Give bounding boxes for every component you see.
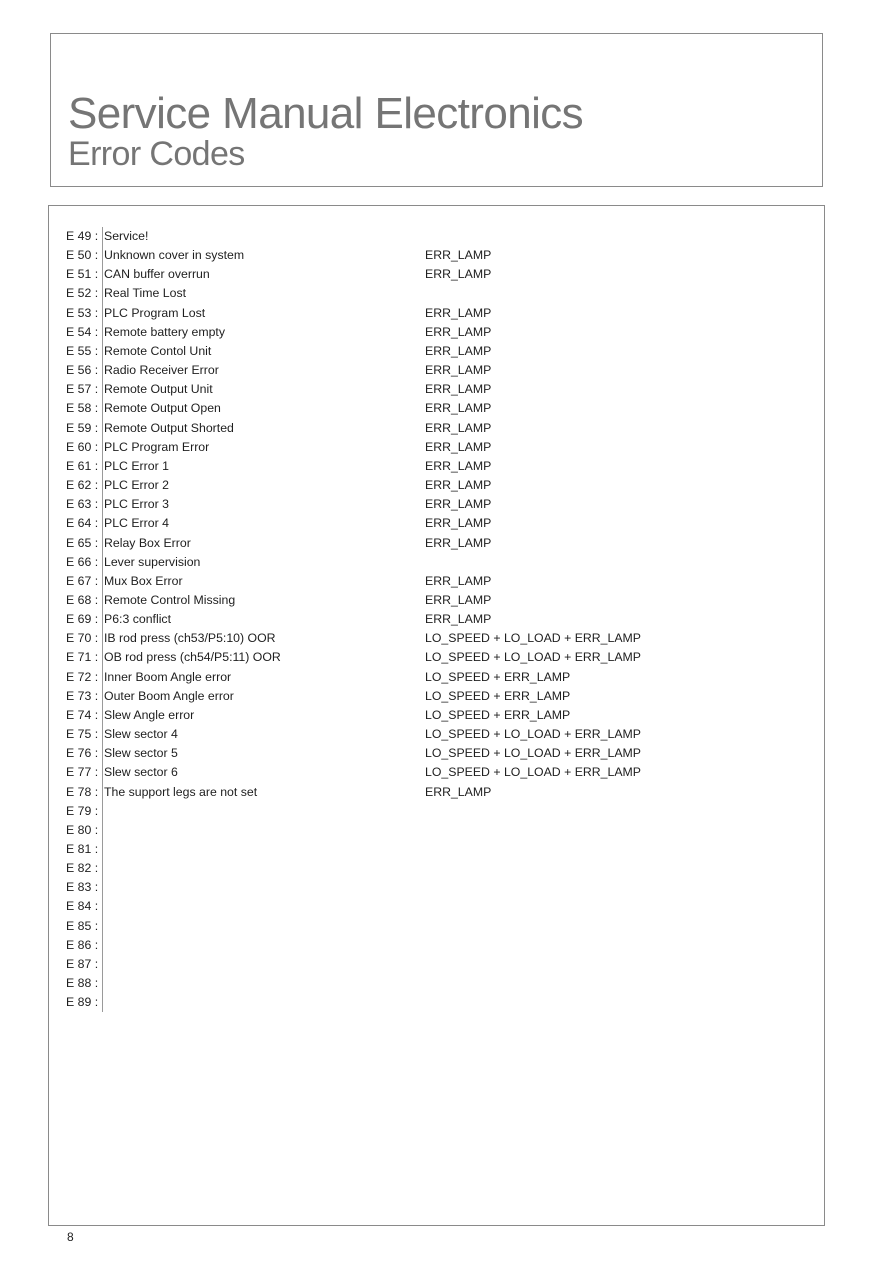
error-description: Remote Control Missing (102, 591, 235, 610)
error-description (102, 974, 104, 993)
error-action: ERR_LAMP (425, 784, 492, 799)
error-code: E 82 : (66, 861, 99, 876)
header-box (50, 33, 823, 187)
error-code: E 86 : (66, 937, 99, 952)
error-action: ERR_LAMP (425, 458, 492, 473)
error-code: E 57 : (66, 382, 99, 397)
error-description: IB rod press (ch53/P5:10) OOR (102, 629, 276, 648)
error-description: PLC Error 3 (102, 495, 169, 514)
error-code: E 72 : (66, 669, 99, 684)
error-description (102, 802, 104, 821)
error-code: E 61 : (66, 458, 99, 473)
error-code: E 50 : (66, 248, 99, 263)
error-description: Remote Output Open (102, 399, 221, 418)
error-code: E 68 : (66, 592, 99, 607)
error-code: E 80 : (66, 822, 99, 837)
error-code: E 67 : (66, 573, 99, 588)
error-codes-panel (48, 205, 825, 1226)
error-code: E 62 : (66, 478, 99, 493)
error-code: E 74 : (66, 707, 99, 722)
error-code: E 49 : (66, 229, 99, 243)
error-action: ERR_LAMP (425, 248, 492, 263)
error-action: ERR_LAMP (425, 382, 492, 397)
error-code: E 55 : (66, 343, 99, 358)
error-action: LO_SPEED + LO_LOAD + ERR_LAMP (425, 746, 641, 761)
error-action: ERR_LAMP (425, 363, 492, 378)
error-code: E 73 : (66, 688, 99, 703)
error-action: ERR_LAMP (425, 516, 492, 531)
error-description: Outer Boom Angle error (102, 687, 234, 706)
error-code: E 51 : (66, 267, 99, 282)
error-code: E 81 : (66, 842, 99, 856)
error-code: E 53 : (66, 305, 99, 320)
error-description: PLC Error 4 (102, 514, 169, 533)
error-action: ERR_LAMP (425, 439, 492, 454)
error-action: ERR_LAMP (425, 343, 492, 358)
error-description: Radio Receiver Error (102, 361, 219, 380)
error-action: LO_SPEED + ERR_LAMP (425, 707, 571, 722)
error-code: E 56 : (66, 363, 99, 378)
error-description: Remote battery empty (102, 323, 225, 342)
page-title: Service Manual Electronics (68, 89, 584, 138)
error-description: Lever supervision (102, 553, 200, 572)
error-description: OB rod press (ch54/P5:11) OOR (102, 648, 281, 667)
error-code: E 52 : (66, 286, 99, 301)
error-description: Mux Box Error (102, 572, 183, 591)
error-code: E 54 : (66, 324, 99, 339)
error-description: Remote Contol Unit (102, 342, 211, 361)
error-action: ERR_LAMP (425, 497, 492, 512)
error-description (102, 859, 104, 878)
error-code: E 87 : (66, 956, 99, 971)
error-code: E 85 : (66, 918, 99, 933)
error-action: ERR_LAMP (425, 478, 492, 493)
error-action: ERR_LAMP (425, 612, 492, 627)
error-description: PLC Error 2 (102, 476, 169, 495)
error-code: E 84 : (66, 899, 99, 914)
error-description: Unknown cover in system (102, 246, 244, 265)
error-action: ERR_LAMP (425, 324, 492, 339)
error-code: E 77 : (66, 765, 99, 780)
error-action: LO_SPEED + LO_LOAD + ERR_LAMP (425, 727, 641, 742)
error-description (102, 878, 104, 897)
error-description (102, 993, 104, 1012)
error-description (102, 840, 104, 859)
error-action: ERR_LAMP (425, 305, 492, 320)
error-action: LO_SPEED + LO_LOAD + ERR_LAMP (425, 765, 641, 780)
error-description: Slew sector 5 (102, 744, 178, 763)
error-code: E 65 : (66, 535, 99, 550)
error-code: E 83 : (66, 880, 99, 895)
error-code: E 71 : (66, 650, 99, 665)
error-description (102, 821, 104, 840)
error-code: E 69 : (66, 612, 99, 627)
error-code: E 79 : (66, 803, 99, 818)
error-action: LO_SPEED + LO_LOAD + ERR_LAMP (425, 631, 641, 646)
page-subtitle: Error Codes (68, 135, 245, 173)
error-description (102, 897, 104, 916)
error-code: E 75 : (66, 727, 99, 742)
error-description: CAN buffer overrun (102, 265, 210, 284)
error-code: E 58 : (66, 401, 99, 416)
error-description: PLC Program Error (102, 438, 209, 457)
error-description: The support legs are not set (102, 783, 257, 802)
error-action: ERR_LAMP (425, 535, 492, 550)
error-description: Slew sector 4 (102, 725, 178, 744)
error-description: Slew Angle error (102, 706, 194, 725)
error-description: Remote Output Shorted (102, 419, 234, 438)
error-description (102, 917, 104, 936)
error-code: E 59 : (66, 420, 99, 435)
error-description: PLC Error 1 (102, 457, 169, 476)
error-description: Relay Box Error (102, 534, 191, 553)
error-description: PLC Program Lost (102, 304, 205, 323)
error-code: E 78 : (66, 784, 99, 799)
error-code: E 63 : (66, 497, 99, 512)
error-description: Remote Output Unit (102, 380, 213, 399)
error-action: LO_SPEED + ERR_LAMP (425, 688, 571, 703)
error-action: ERR_LAMP (425, 267, 492, 282)
error-code: E 88 : (66, 976, 99, 991)
error-description: Real Time Lost (102, 284, 186, 303)
error-action: ERR_LAMP (425, 573, 492, 588)
error-description: Service! (102, 227, 148, 246)
error-description: P6:3 conflict (102, 610, 171, 629)
error-code: E 64 : (66, 516, 99, 531)
error-code: E 70 : (66, 631, 99, 646)
error-code: E 60 : (66, 439, 99, 454)
error-description (102, 955, 104, 974)
error-description: Inner Boom Angle error (102, 668, 231, 687)
error-action: LO_SPEED + ERR_LAMP (425, 669, 571, 684)
error-code: E 66 : (66, 554, 99, 569)
error-description (102, 936, 104, 955)
error-action: LO_SPEED + LO_LOAD + ERR_LAMP (425, 650, 641, 665)
error-action: ERR_LAMP (425, 592, 492, 607)
error-description: Slew sector 6 (102, 763, 178, 782)
error-action: ERR_LAMP (425, 420, 492, 435)
error-code: E 76 : (66, 746, 99, 761)
error-code: E 89 : (66, 995, 99, 1010)
page-number: 8 (67, 1230, 74, 1244)
error-action: ERR_LAMP (425, 401, 492, 416)
